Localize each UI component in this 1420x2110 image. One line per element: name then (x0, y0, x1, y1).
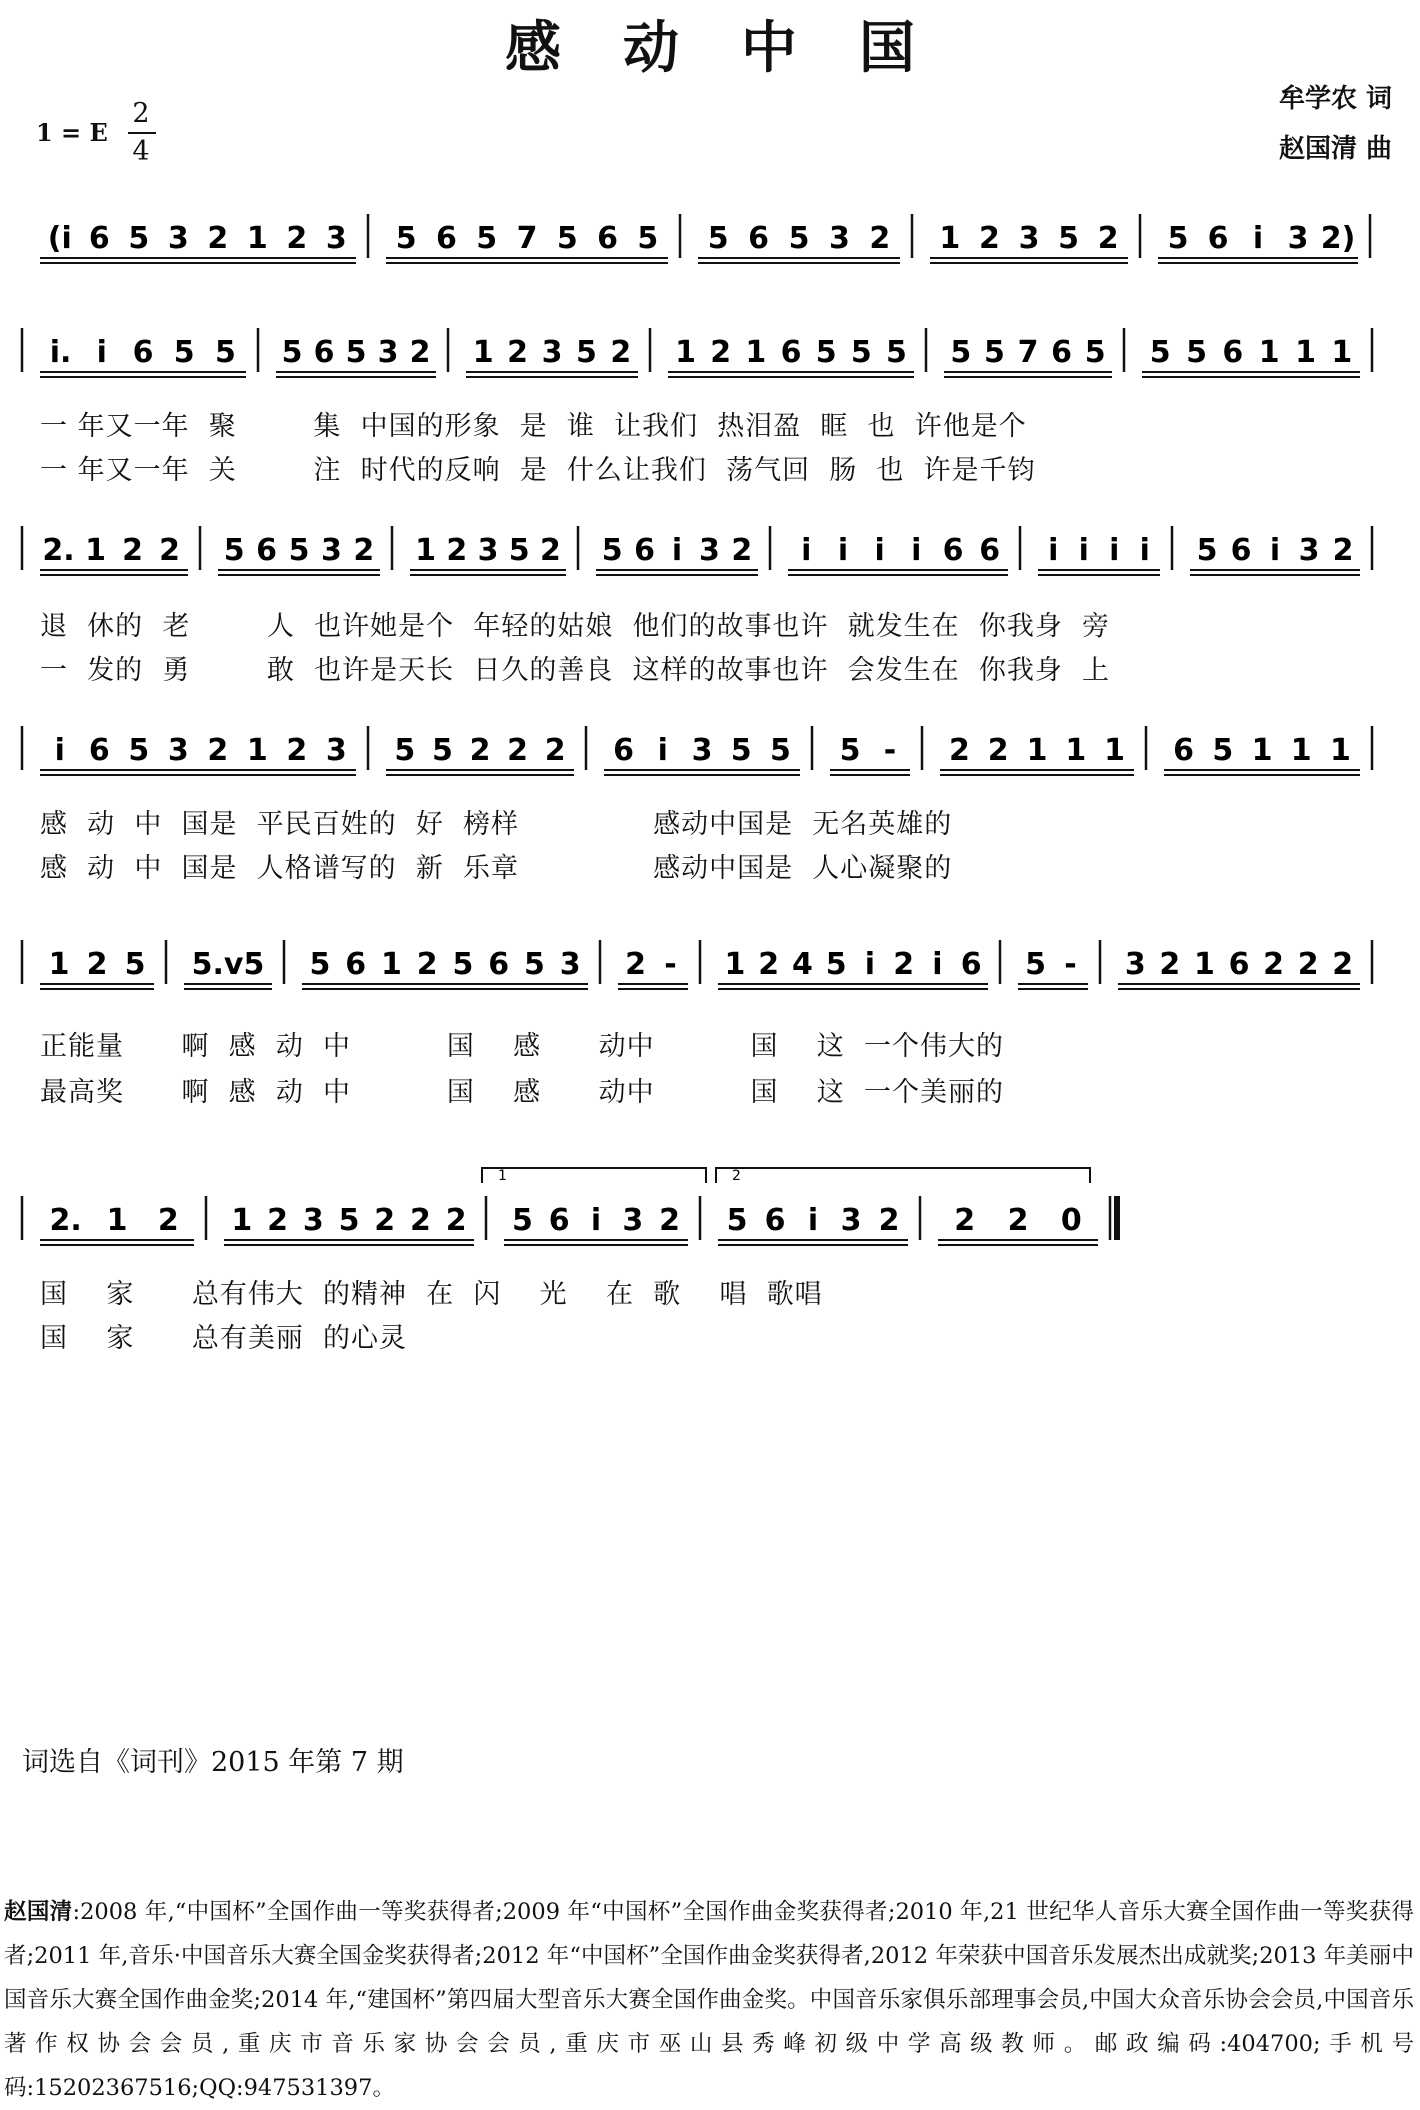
note: 5 (1196, 533, 1218, 568)
note: 5 (637, 221, 659, 256)
note: 5 (885, 335, 907, 370)
note: i (96, 335, 107, 370)
note: 2 (374, 1203, 396, 1238)
note: 5 (511, 1203, 533, 1238)
note: 3 (1018, 221, 1040, 256)
note: 2 (625, 947, 646, 982)
note: 5 (431, 733, 453, 768)
note: i (54, 733, 65, 768)
note: 2 (207, 733, 229, 768)
lyrics-row-5-verse-2: 最高奖 啊 感 动 中 国 感 动中 国 这 一个美丽的 (40, 1077, 1004, 1108)
note: 5 (223, 533, 245, 568)
note: 3 (320, 533, 342, 568)
note: 3 (1287, 221, 1309, 256)
note: 5 (281, 335, 303, 370)
note: i (671, 533, 683, 568)
note: 2 (267, 1203, 289, 1238)
note: 2 (1097, 221, 1119, 256)
note: 6 (345, 947, 367, 982)
note: 5 (452, 947, 474, 982)
note: 3 (622, 1203, 644, 1238)
note: 5 (1058, 221, 1080, 256)
note: 5 (1186, 335, 1207, 370)
note: 3 (559, 947, 581, 982)
note: 5 (769, 733, 791, 768)
lyrics-row-5-verse-1: 正能量 啊 感 动 中 国 感 动中 国 这 一个伟大的 (40, 1031, 1004, 1062)
note: i (1078, 533, 1089, 568)
note: 5 (124, 947, 146, 982)
note: 2 (710, 335, 732, 370)
note: 6 (1228, 947, 1250, 982)
note: (i (47, 221, 72, 256)
note: 1 (1193, 947, 1215, 982)
note: i (801, 533, 812, 568)
note: 2 (1332, 533, 1354, 568)
note: - (883, 733, 897, 768)
note: 2) (1320, 221, 1356, 256)
note: 2 (207, 221, 229, 256)
note: 5 (601, 533, 623, 568)
volta-2-label: 2 (732, 1168, 741, 1184)
composer-credit: 赵国清 曲 (1278, 134, 1392, 164)
note: 2 (869, 221, 891, 256)
note: 2 (286, 733, 308, 768)
note: 6 (435, 221, 457, 256)
note: 1 (939, 221, 961, 256)
note: 3 (840, 1203, 862, 1238)
note: 3 (325, 733, 347, 768)
note: 6 (548, 1203, 570, 1238)
note: 6 (613, 733, 635, 768)
note: 1 (415, 533, 437, 568)
note: 5 (1212, 733, 1234, 768)
note: 5 (839, 733, 861, 768)
note: 5 (394, 733, 416, 768)
note: 2 (539, 533, 561, 568)
note: 2 (353, 533, 375, 568)
note: i (657, 733, 668, 768)
note: 5 (128, 221, 150, 256)
note: 6 (634, 533, 656, 568)
note: 2 (954, 1203, 976, 1238)
note: 0 (1060, 1203, 1082, 1238)
note: 2. (49, 1203, 82, 1238)
note: 2 (507, 335, 529, 370)
composer-biography (4, 1890, 1414, 2110)
note: 6 (764, 1203, 786, 1238)
lyrics-row-4-verse-2: 感 动 中 国是 人格谱写的 新 乐章 感动中国是 人心凝聚的 (40, 853, 953, 884)
note: 1 (1251, 733, 1273, 768)
note: 6 (1173, 733, 1195, 768)
note: 1 (1065, 733, 1087, 768)
lyricist-credit: 牟学农 词 (1278, 84, 1392, 114)
note: 3 (1124, 947, 1146, 982)
note: 6 (1207, 221, 1229, 256)
note: 2 (758, 947, 780, 982)
note: 2 (409, 1203, 431, 1238)
note: 5 (788, 221, 810, 256)
note: 5 (508, 533, 530, 568)
note: 2 (86, 947, 108, 982)
note: 4 (791, 947, 813, 982)
note: 2 (987, 733, 1009, 768)
note: 5 (476, 221, 498, 256)
note: 6 (597, 221, 619, 256)
note: 6 (488, 947, 510, 982)
note: 2 (948, 733, 970, 768)
note: i (1269, 533, 1281, 568)
note: 5 (730, 733, 752, 768)
note: 1 (675, 335, 697, 370)
note: 2 (1159, 947, 1181, 982)
note: 5 (726, 1203, 748, 1238)
note: 2 (544, 733, 566, 768)
note: 2 (1332, 947, 1354, 982)
note: 5 (345, 335, 367, 370)
volta-1-bracket (482, 1168, 706, 1183)
note: 5 (173, 335, 195, 370)
lyrics-row-6-verse-1: 国 家 总有伟大 的精神 在 闪 光 在 歌 唱 歌唱 (40, 1279, 823, 1310)
note: 2 (157, 1203, 179, 1238)
note: i (1109, 533, 1120, 568)
lyrics-row-2-verse-1: 一 年又一年 聚 集 中国的形象 是 谁 让我们 热泪盈 眶 也 许他是个 (40, 411, 1027, 442)
note: 5 (983, 335, 1005, 370)
note: 2 (416, 947, 438, 982)
volta-1-label: 1 (498, 1168, 507, 1184)
note: - (1064, 947, 1077, 982)
note: 1 (231, 1203, 253, 1238)
note: 2 (122, 533, 143, 568)
note: i (837, 533, 849, 568)
note: 3 (1298, 533, 1320, 568)
volta-2-bracket (716, 1168, 1090, 1183)
lyrics-row-4-verse-1: 感 动 中 国是 平民百姓的 好 榜样 感动中国是 无名英雄的 (40, 809, 953, 840)
song-title: 感动中国 (505, 15, 977, 81)
note: i (807, 1203, 819, 1238)
note: 1 (1104, 733, 1126, 768)
note: 5 (575, 335, 597, 370)
note: 3 (167, 733, 189, 768)
note: 2 (1007, 1203, 1029, 1238)
note: 3 (477, 533, 499, 568)
note: 1 (106, 1203, 128, 1238)
note: 2 (878, 1203, 900, 1238)
note: 2 (978, 221, 1000, 256)
note: 6 (960, 947, 982, 982)
note: 2 (610, 335, 632, 370)
note: 1 (1295, 335, 1316, 370)
lyrics-source-note: 词选自《词刊》2015 年第 7 期 (22, 1747, 404, 1778)
note: 5.v5 (191, 947, 265, 982)
note: 2 (445, 1203, 467, 1238)
note: 5 (1025, 947, 1046, 982)
note: 1 (1290, 733, 1312, 768)
note: 6 (88, 221, 110, 256)
note: 3 (377, 335, 399, 370)
note: i (590, 1203, 602, 1238)
note: 3 (698, 533, 720, 568)
note: - (664, 947, 677, 982)
note: 1 (724, 947, 746, 982)
note: 5 (1149, 335, 1171, 370)
note: 6 (780, 335, 802, 370)
note: 5 (338, 1203, 360, 1238)
lyrics-row-3-verse-1: 退 休的 老 人 也许她是个 年轻的姑娘 他们的故事也许 就发生在 你我身 旁 (40, 611, 1110, 642)
note: i (911, 533, 922, 568)
note: 7 (1017, 335, 1039, 370)
note: 5 (1084, 335, 1106, 370)
note: i. (49, 335, 72, 370)
note: 5 (395, 221, 417, 256)
note: 6 (132, 335, 154, 370)
note: 5 (815, 335, 837, 370)
note: 2 (446, 533, 468, 568)
key-signature: 1 = E (36, 118, 108, 147)
time-denominator: 4 (132, 136, 150, 167)
note: 6 (1230, 533, 1252, 568)
note: 5 (309, 947, 331, 982)
note: 2 (1263, 947, 1285, 982)
lyrics-row-6-verse-2: 国 家 总有美丽 的心灵 (40, 1323, 407, 1354)
note: 6 (942, 533, 964, 568)
note: 5 (1167, 221, 1189, 256)
note: 6 (313, 335, 335, 370)
note: i (864, 947, 876, 982)
note: 3 (302, 1203, 324, 1238)
note: 5 (288, 533, 310, 568)
note: 2 (659, 1203, 681, 1238)
note: i (1048, 533, 1059, 568)
note: 5 (128, 733, 150, 768)
note: 2 (409, 335, 431, 370)
bio-text: :2008 年,“中国杯”全国作曲一等奖获得者;2009 年“中国杯”全国作曲金奖获得者;2010 年,21 世纪华人音乐大赛全国作曲一等奖获得者;2011 年,音乐·中国音乐大赛全国金奖获得者;2012 年“中国杯”全国作曲金奖获得者,2012 年荣获中国音乐发展杰出成就奖;2013 年美丽中国音乐大赛全国作曲金奖;2014 年,“建国杯”第四届大型音乐大赛全国作曲金奖。中国音乐家俱乐部理事会员,中国大众音乐协会会员,中国音乐著作权协会会员,重庆市音乐家协会会员,重庆市巫山县秀峰初级中学高级教师。邮政编码:404700;手机号码:15202367516;QQ:947531397。 (4, 1899, 1414, 2101)
note: 1 (85, 533, 106, 568)
note: 3 (691, 733, 713, 768)
final-barline (1114, 1196, 1120, 1240)
note: 1 (48, 947, 70, 982)
note: i (932, 947, 943, 982)
note: i (1139, 533, 1150, 568)
note: 3 (167, 221, 189, 256)
note: 5 (523, 947, 545, 982)
note: 2 (159, 533, 180, 568)
note: 2 (469, 733, 491, 768)
note: 1 (1329, 733, 1351, 768)
note: 1 (1331, 335, 1353, 370)
note: 2 (731, 533, 753, 568)
note: 1 (1026, 733, 1048, 768)
note: 1 (745, 335, 767, 370)
note: 5 (556, 221, 578, 256)
note: 5 (214, 335, 236, 370)
note: 2 (507, 733, 529, 768)
note: 5 (707, 221, 729, 256)
note: i (1252, 221, 1264, 256)
note: 6 (1222, 335, 1244, 370)
time-numerator: 2 (132, 98, 150, 129)
note: 5 (825, 947, 847, 982)
note: 6 (979, 533, 1001, 568)
bio-name: 赵国清 (4, 1899, 73, 1925)
note: 1 (472, 335, 494, 370)
note: 1 (1258, 335, 1280, 370)
note: 1 (246, 733, 268, 768)
note: 6 (256, 533, 278, 568)
note: 2 (893, 947, 915, 982)
note: 6 (88, 733, 110, 768)
note: 5 (850, 335, 872, 370)
note: 7 (516, 221, 538, 256)
note: 1 (246, 221, 268, 256)
lyrics-row-3-verse-2: 一 发的 勇 敢 也许是天长 日久的善良 这样的故事也许 会发生在 你我身 上 (40, 655, 1110, 686)
note: 2. (42, 533, 75, 568)
note: 2 (1297, 947, 1319, 982)
note: 6 (1051, 335, 1073, 370)
note: 3 (325, 221, 347, 256)
note: 5 (950, 335, 972, 370)
note: i (874, 533, 885, 568)
note: 6 (748, 221, 770, 256)
lyrics-row-2-verse-2: 一 年又一年 关 注 时代的反响 是 什么让我们 荡气回 肠 也 许是千钧 (40, 455, 1036, 486)
note: 2 (286, 221, 308, 256)
note: 1 (380, 947, 402, 982)
note: 3 (541, 335, 563, 370)
note: 3 (828, 221, 850, 256)
